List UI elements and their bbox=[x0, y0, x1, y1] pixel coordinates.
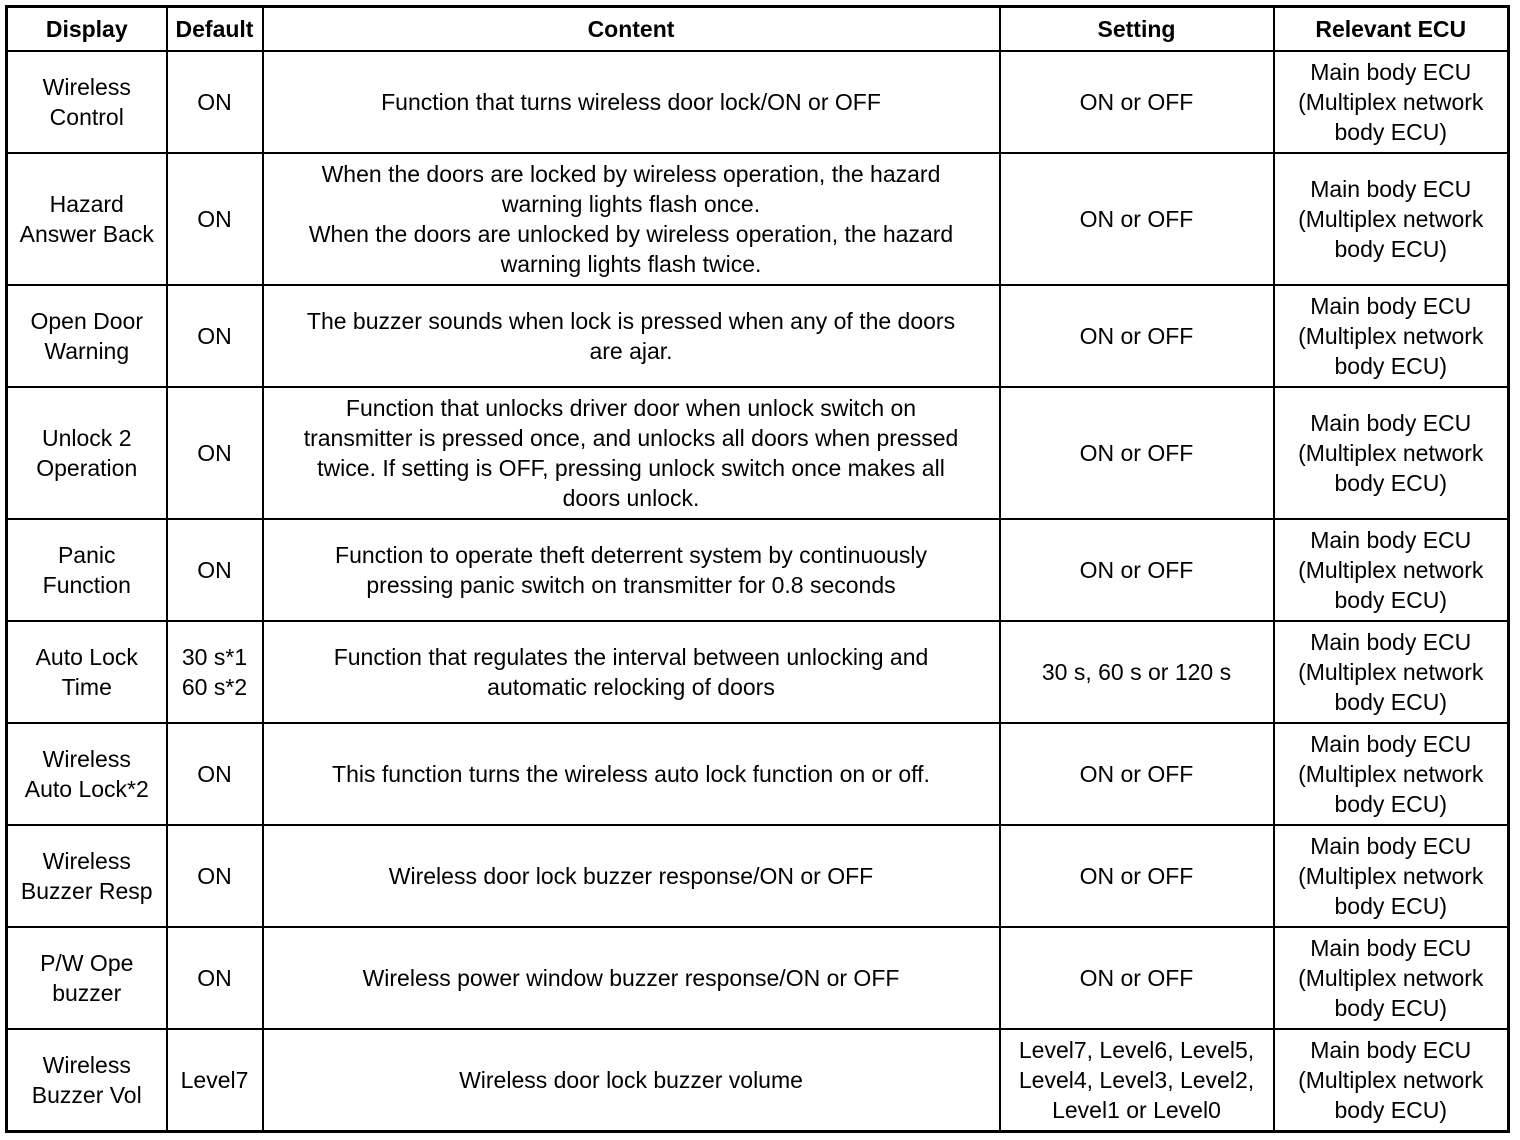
display-cell: Panic Function bbox=[7, 519, 167, 621]
table-row bbox=[7, 51, 1509, 153]
content-cell: Function to operate theft deterrent system by continuously pressing panic switch on transmitter for 0.8 seconds bbox=[263, 519, 1000, 621]
table-row bbox=[7, 285, 1509, 387]
content-cell: Function that unlocks driver door when unlock switch on transmitter is pressed once, and unlocks all doors when pressed twice. If setting is OFF, pressing unlock switch once makes all doors unlock. bbox=[263, 387, 1000, 519]
setting-cell: ON or OFF bbox=[1000, 825, 1274, 927]
header-content: Content bbox=[263, 7, 1000, 52]
default-cell: ON bbox=[167, 51, 263, 153]
setting-cell: Level7, Level6, Level5, Level4, Level3, Level2, Level1 or Level0 bbox=[1000, 1029, 1274, 1131]
display-cell: Wireless Auto Lock*2 bbox=[7, 723, 167, 825]
display-cell: Unlock 2 Operation bbox=[7, 387, 167, 519]
table-row bbox=[7, 387, 1509, 519]
display-cell: P/W Ope buzzer bbox=[7, 927, 167, 1029]
default-cell: Level7 bbox=[167, 1029, 263, 1131]
default-cell: ON bbox=[167, 153, 263, 285]
ecu-cell: Main body ECU (Multiplex network body ECU) bbox=[1274, 387, 1509, 519]
table-row bbox=[7, 621, 1509, 723]
setting-cell: ON or OFF bbox=[1000, 51, 1274, 153]
ecu-cell: Main body ECU (Multiplex network body ECU) bbox=[1274, 1029, 1509, 1131]
customize-settings-table bbox=[5, 5, 1510, 1133]
setting-cell: ON or OFF bbox=[1000, 723, 1274, 825]
setting-cell: ON or OFF bbox=[1000, 387, 1274, 519]
ecu-cell: Main body ECU (Multiplex network body ECU) bbox=[1274, 927, 1509, 1029]
display-cell: Wireless Buzzer Vol bbox=[7, 1029, 167, 1131]
content-cell: Wireless power window buzzer response/ON or OFF bbox=[263, 927, 1000, 1029]
setting-cell: ON or OFF bbox=[1000, 285, 1274, 387]
header-setting: Setting bbox=[1000, 7, 1274, 52]
header-row bbox=[7, 7, 1509, 52]
setting-cell: ON or OFF bbox=[1000, 927, 1274, 1029]
ecu-cell: Main body ECU (Multiplex network body ECU) bbox=[1274, 51, 1509, 153]
content-cell: This function turns the wireless auto lock function on or off. bbox=[263, 723, 1000, 825]
table-row bbox=[7, 723, 1509, 825]
ecu-cell: Main body ECU (Multiplex network body ECU) bbox=[1274, 723, 1509, 825]
table-row bbox=[7, 153, 1509, 285]
default-cell: ON bbox=[167, 723, 263, 825]
table-row bbox=[7, 927, 1509, 1029]
header-default: Default bbox=[167, 7, 263, 52]
default-cell: ON bbox=[167, 285, 263, 387]
table-row bbox=[7, 1029, 1509, 1131]
default-cell: ON bbox=[167, 927, 263, 1029]
default-cell: 30 s*1 60 s*2 bbox=[167, 621, 263, 723]
content-cell: When the doors are locked by wireless operation, the hazard warning lights flash once. When the doors are unlocked by wireless operation, the hazard warning lights flash twice. bbox=[263, 153, 1000, 285]
display-cell: Hazard Answer Back bbox=[7, 153, 167, 285]
ecu-cell: Main body ECU (Multiplex network body ECU) bbox=[1274, 285, 1509, 387]
ecu-cell: Main body ECU (Multiplex network body ECU) bbox=[1274, 825, 1509, 927]
display-cell: Auto Lock Time bbox=[7, 621, 167, 723]
default-cell: ON bbox=[167, 825, 263, 927]
ecu-cell: Main body ECU (Multiplex network body ECU) bbox=[1274, 519, 1509, 621]
display-cell: Open Door Warning bbox=[7, 285, 167, 387]
setting-cell: 30 s, 60 s or 120 s bbox=[1000, 621, 1274, 723]
display-cell: Wireless Control bbox=[7, 51, 167, 153]
ecu-cell: Main body ECU (Multiplex network body ECU) bbox=[1274, 621, 1509, 723]
setting-cell: ON or OFF bbox=[1000, 153, 1274, 285]
header-display: Display bbox=[7, 7, 167, 52]
header-relevant-ecu: Relevant ECU bbox=[1274, 7, 1509, 52]
content-cell: Function that regulates the interval between unlocking and automatic relocking of doors bbox=[263, 621, 1000, 723]
content-cell: Function that turns wireless door lock/ON or OFF bbox=[263, 51, 1000, 153]
content-cell: Wireless door lock buzzer volume bbox=[263, 1029, 1000, 1131]
default-cell: ON bbox=[167, 519, 263, 621]
display-cell: Wireless Buzzer Resp bbox=[7, 825, 167, 927]
settings-table-container bbox=[5, 5, 1507, 1133]
setting-cell: ON or OFF bbox=[1000, 519, 1274, 621]
table-row bbox=[7, 825, 1509, 927]
ecu-cell: Main body ECU (Multiplex network body ECU) bbox=[1274, 153, 1509, 285]
default-cell: ON bbox=[167, 387, 263, 519]
content-cell: The buzzer sounds when lock is pressed when any of the doors are ajar. bbox=[263, 285, 1000, 387]
table-row bbox=[7, 519, 1509, 621]
content-cell: Wireless door lock buzzer response/ON or OFF bbox=[263, 825, 1000, 927]
